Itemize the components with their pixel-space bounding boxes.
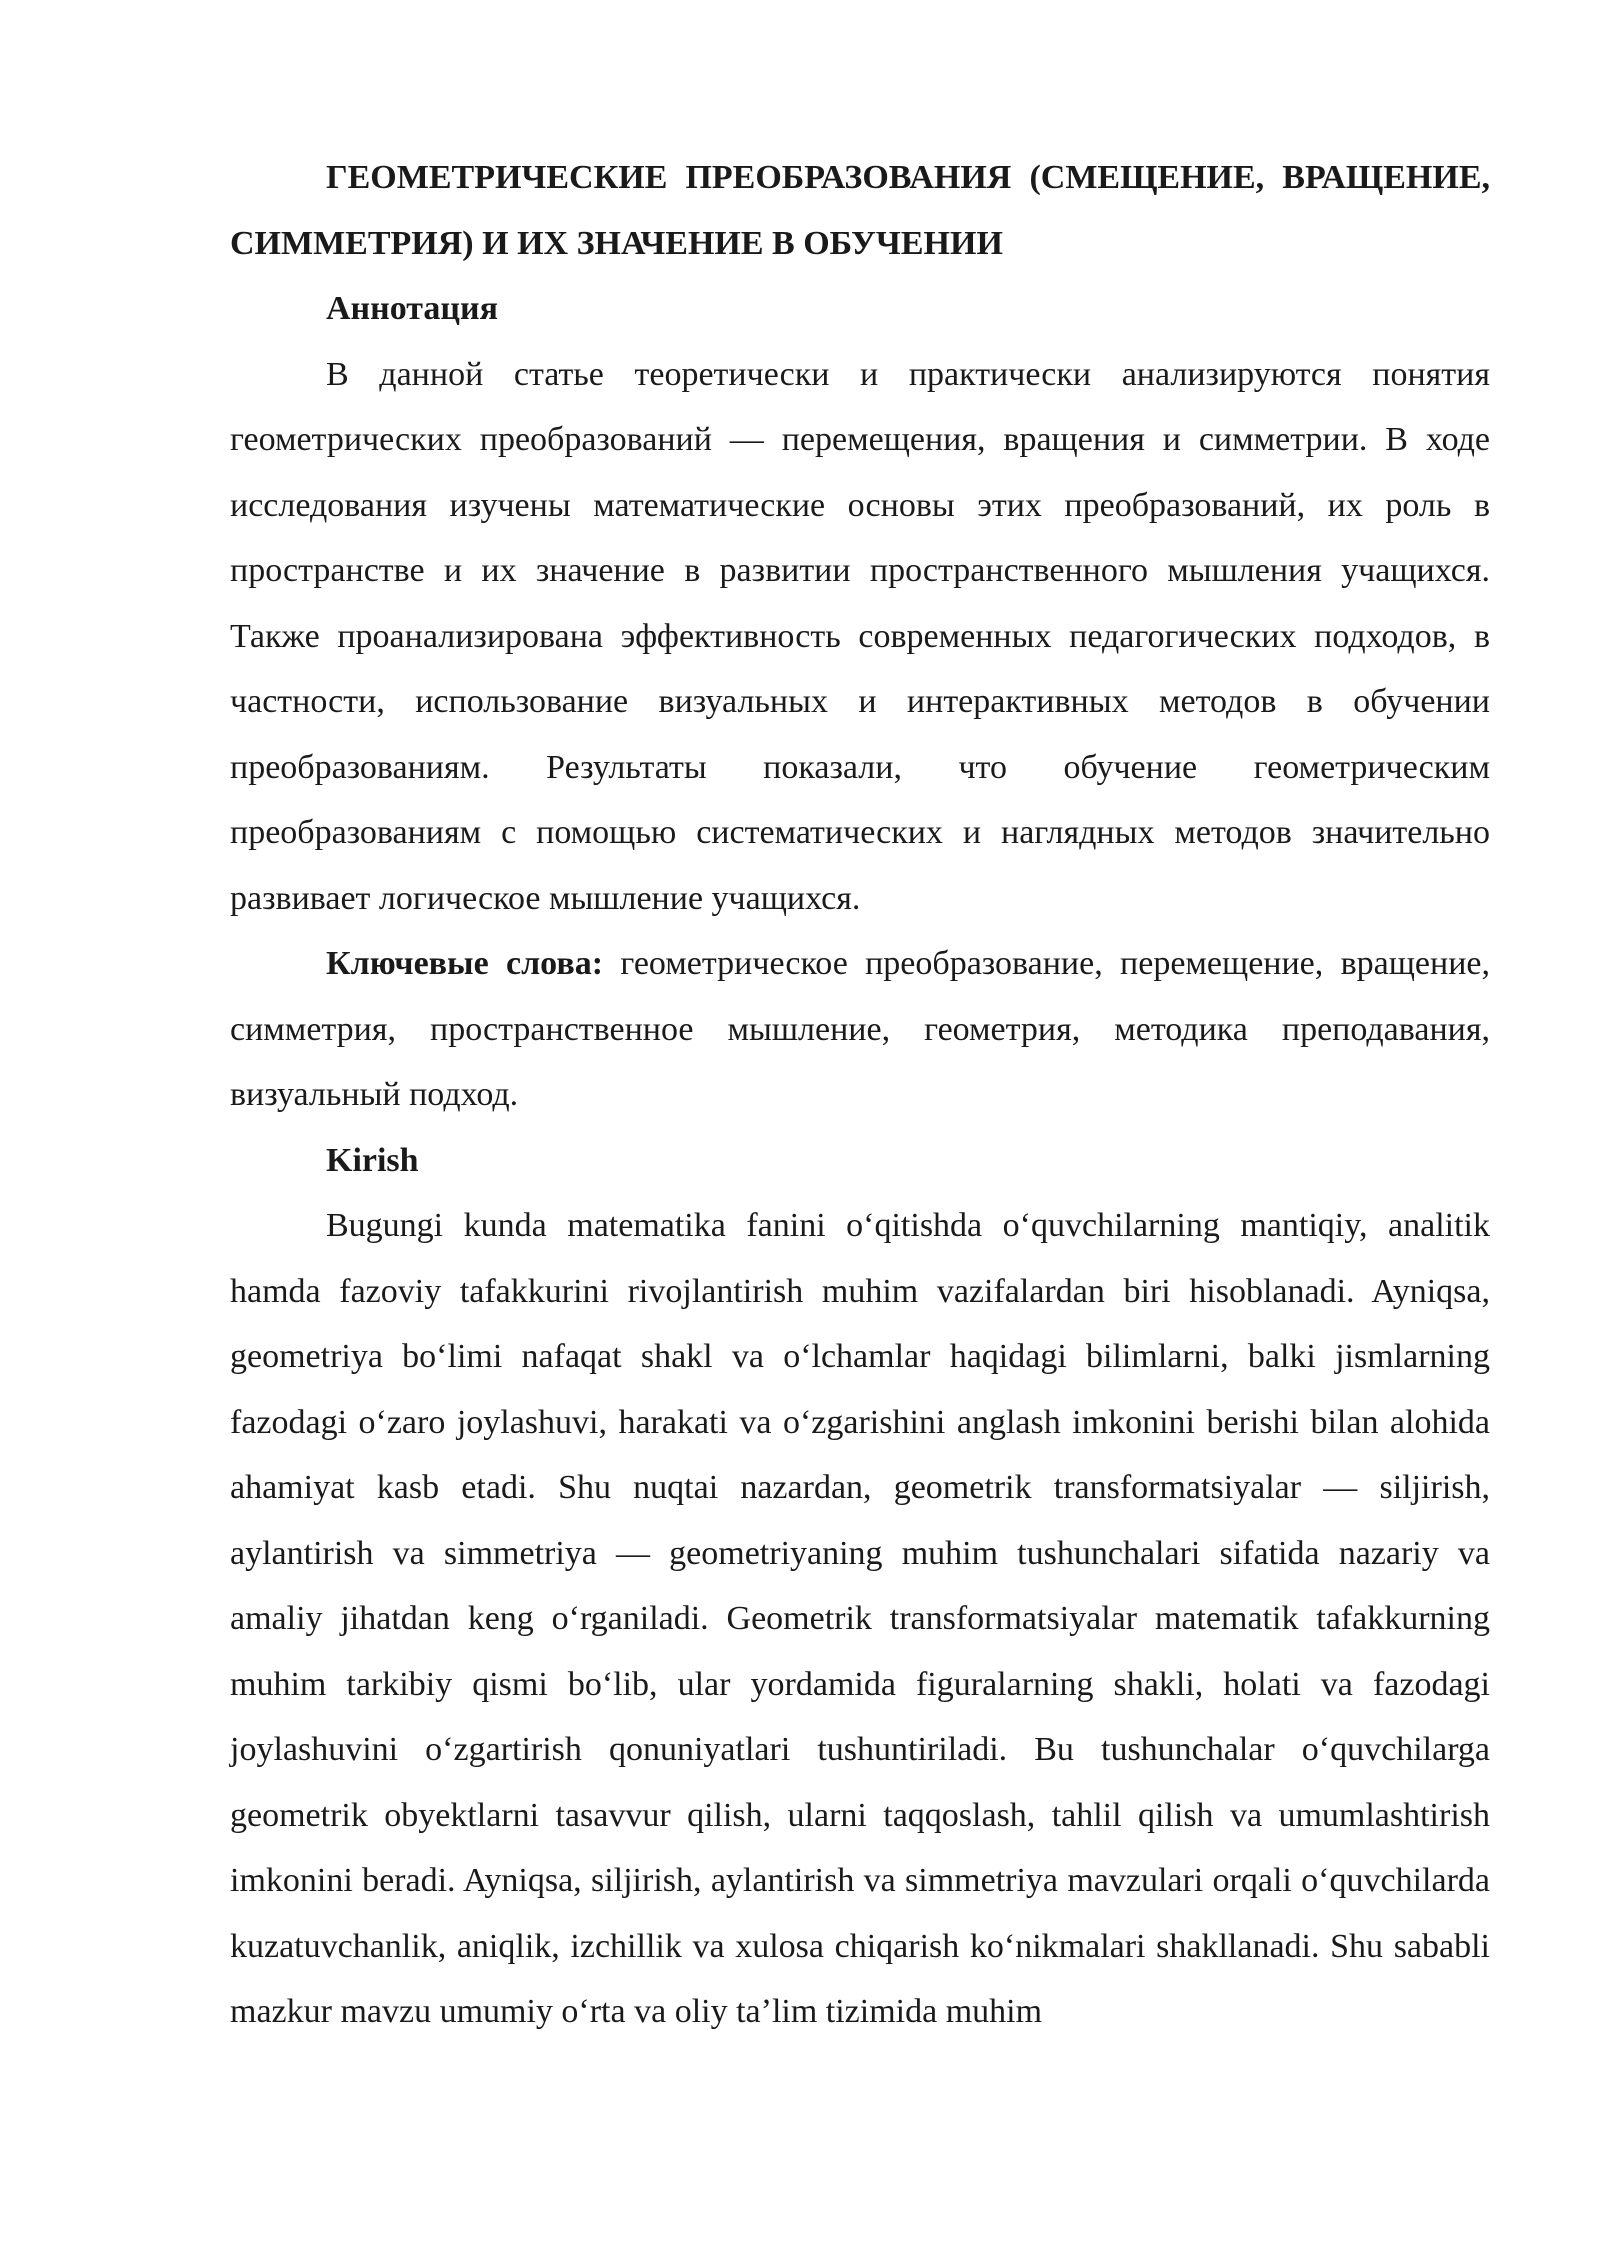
keywords-paragraph [230, 931, 1490, 1128]
annotation-paragraph: В данной статье теоретически и практически анализируются понятия геометрических преобразований — перемещения, вращения и симметрии. В ходе исследования изучены математические основы этих преобразований, их роль в пространстве и их значение в развитии пространственного мышления учащихся. Также проанализирована эффективность современных педагогических подходов, в частности, использование визуальных и интерактивных методов в обучении преобразованиям. Результаты показали, что обучение геометрическим преобразованиям с помощью систематических и наглядных методов значительно развивает логическое мышление учащихся. [230, 355, 1490, 917]
document-body [230, 145, 1490, 2045]
annotation-heading: Аннотация [326, 290, 498, 327]
document-title: ГЕОМЕТРИЧЕСКИЕ ПРЕОБРАЗОВАНИЯ (СМЕЩЕНИЕ, ВРАЩЕНИЕ, СИММЕТРИЯ) И ИХ ЗНАЧЕНИЕ В ОБУЧЕНИИ [230, 159, 1490, 262]
intro-paragraph: Bugungi kunda matematika fanini oʻqitishda oʻquvchilarning mantiqiy, analitik hamda fazoviy tafakkurini rivojlantirish muhim vazifalardan biri hisoblanadi. Ayniqsa, geometriya boʻlimi nafaqat shakl va oʻlchamlar haqidagi bilimlarni, balki jismlarning fazodagi oʻzaro joylashuvi, harakati va oʻzgarishini anglash imkonini berishi bilan alohida ahamiyat kasb etadi. Shu nuqtai nazardan, geometrik transformatsiyalar — siljirish, aylantirish va simmetriya — geometriyaning muhim tushunchalari sifatida nazariy va amaliy jihatdan keng oʻrganiladi. Geometrik transformatsiyalar matematik tafakkurning muhim tarkibiy qismi boʻlib, ular yordamida figuralarning shakli, holati va fazodagi joylashuvini oʻzgartirish qonuniyatlari tushuntiriladi. Bu tushunchalar oʻquvchilarga geometrik obyektlarni tasavvur qilish, ularni taqqoslash, tahlil qilish va umumlashtirish imkonini beradi. Ayniqsa, siljirish, aylantirish va simmetriya mavzulari orqali oʻquvchilarda kuzatuvchanlik, aniqlik, izchillik va xulosa chiqarish koʻnikmalari shakllanadi. Shu sababli mazkur mavzu umumiy oʻrta va oliy taʼlim tizimida muhim [230, 1207, 1490, 2030]
keywords-label: Ключевые слова: [326, 945, 604, 982]
intro-heading: Kirish [326, 1141, 419, 1179]
keywords-text: геометрическое преобразование, перемещение, вращение, симметрия, пространственное мышление, геометрия, методика преподавания, визуальный подход. [230, 945, 1490, 1113]
